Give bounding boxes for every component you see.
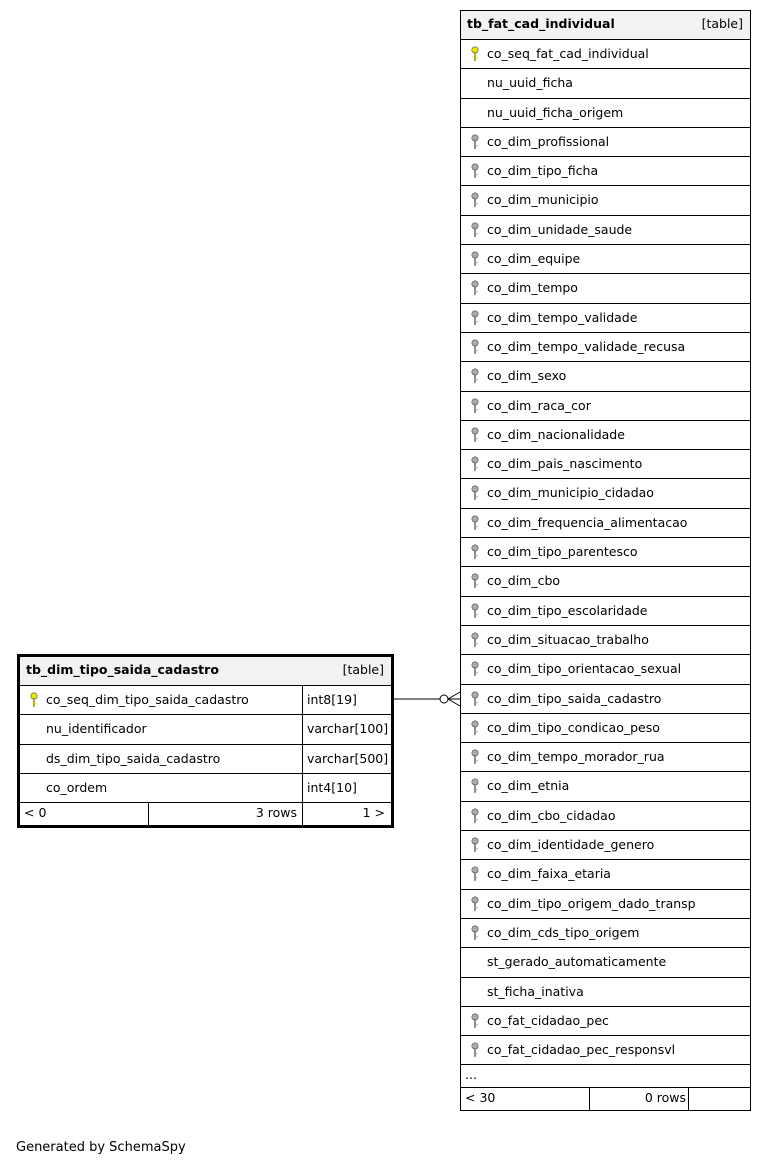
- footer-row-count: 3 rows: [255, 805, 297, 821]
- foreign-key-icon: [470, 778, 480, 794]
- column-row[interactable]: [461, 655, 750, 684]
- column-name: co_dim_situacao_trabalho: [487, 631, 649, 647]
- table-kind: [table]: [342, 662, 384, 677]
- column-name: co_dim_equipe: [487, 251, 581, 267]
- foreign-key-icon: [470, 192, 480, 208]
- column-name: co_dim_tempo_validade: [487, 309, 638, 325]
- column-name: co_dim_profissional: [487, 133, 610, 149]
- foreign-key-icon: [470, 456, 480, 472]
- column-row[interactable]: [461, 1036, 750, 1065]
- column-row[interactable]: [461, 860, 750, 889]
- column-type: int4[10]: [302, 774, 357, 802]
- column-row[interactable]: [461, 743, 750, 772]
- fact-table: [460, 10, 751, 1111]
- column-row[interactable]: [461, 245, 750, 274]
- column-name: co_dim_sexo: [487, 368, 567, 384]
- column-name: co_dim_tipo_saida_cadastro: [487, 690, 662, 706]
- more-columns: [461, 1065, 750, 1088]
- column-name: co_dim_frequencia_alimentacao: [487, 514, 688, 530]
- column-row[interactable]: [461, 216, 750, 245]
- column-name: st_gerado_automaticamente: [487, 954, 667, 970]
- foreign-key-icon: [470, 720, 480, 736]
- column-name: co_dim_tipo_parentesco: [487, 544, 638, 560]
- column-row[interactable]: [461, 69, 750, 98]
- column-name: co_ordem: [46, 779, 108, 795]
- column-row[interactable]: [461, 978, 750, 1007]
- column-name: co_dim_tipo_origem_dado_transp: [487, 895, 696, 911]
- column-row[interactable]: [461, 333, 750, 362]
- dim-table: [17, 654, 394, 828]
- column-name: co_seq_fat_cad_individual: [487, 46, 649, 61]
- foreign-key-icon: [470, 339, 480, 355]
- column-row[interactable]: [461, 831, 750, 860]
- primary-key-icon: [29, 692, 39, 708]
- foreign-key-icon: [470, 661, 480, 677]
- column-row[interactable]: [20, 774, 391, 803]
- column-name: nu_uuid_ficha: [487, 75, 573, 91]
- foreign-key-icon: [470, 544, 480, 560]
- column-name: co_dim_cbo: [487, 573, 561, 589]
- foreign-key-icon: [470, 632, 480, 648]
- column-name: co_dim_etnia: [487, 778, 570, 794]
- column-name: ds_dim_tipo_saida_cadastro: [46, 750, 221, 766]
- foreign-key-icon: [470, 691, 480, 707]
- table-footer: [461, 1088, 750, 1110]
- foreign-key-icon: [470, 603, 480, 619]
- table-header: [20, 657, 391, 686]
- column-row[interactable]: [461, 157, 750, 186]
- column-name: st_ficha_inativa: [487, 983, 584, 999]
- column-row[interactable]: [461, 421, 750, 450]
- relationship-optional-marker: [440, 695, 448, 703]
- foreign-key-icon: [470, 280, 480, 296]
- column-name: co_dim_tipo_ficha: [487, 163, 599, 179]
- column-name: co_dim_tipo_orientacao_sexual: [487, 661, 682, 677]
- column-row[interactable]: [461, 509, 750, 538]
- column-name: co_dim_tipo_escolaridade: [487, 602, 648, 618]
- primary-key-icon: [470, 46, 480, 62]
- ellipsis-text: ...: [465, 1067, 477, 1083]
- column-row[interactable]: [461, 919, 750, 948]
- column-row[interactable]: [461, 890, 750, 919]
- table-name[interactable]: tb_fat_cad_individual: [467, 16, 615, 31]
- column-name: nu_uuid_ficha_origem: [487, 104, 624, 120]
- footer-children[interactable]: 1 >: [362, 805, 385, 821]
- column-row[interactable]: [461, 948, 750, 977]
- column-row[interactable]: [461, 479, 750, 508]
- relationship-crowfoot: [448, 692, 460, 699]
- footer-row-count: 0 rows: [644, 1090, 686, 1106]
- footer-divider: [302, 803, 303, 825]
- column-row[interactable]: [20, 686, 391, 715]
- column-type: int8[19]: [302, 686, 357, 714]
- column-name: co_dim_tipo_condicao_peso: [487, 719, 660, 735]
- foreign-key-icon: [470, 1042, 480, 1058]
- column-row[interactable]: [461, 392, 750, 421]
- column-row[interactable]: [461, 1007, 750, 1036]
- column-row[interactable]: [461, 362, 750, 391]
- table-name[interactable]: tb_dim_tipo_saida_cadastro: [26, 662, 219, 677]
- column-row[interactable]: [461, 128, 750, 157]
- column-name: co_fat_cidadao_pec: [487, 1012, 609, 1028]
- generated-by-credit[interactable]: Generated by SchemaSpy: [16, 1140, 186, 1155]
- column-name: co_dim_nacionalidade: [487, 426, 625, 442]
- column-type: varchar[100]: [302, 715, 388, 743]
- foreign-key-icon: [470, 485, 480, 501]
- foreign-key-icon: [470, 925, 480, 941]
- column-row[interactable]: [20, 745, 391, 774]
- footer-parents[interactable]: < 0: [24, 805, 47, 821]
- column-row[interactable]: [461, 567, 750, 596]
- foreign-key-icon: [470, 749, 480, 765]
- foreign-key-icon: [470, 251, 480, 267]
- column-name: co_dim_identidade_genero: [487, 837, 655, 853]
- column-row[interactable]: [461, 714, 750, 743]
- column-name: co_dim_faixa_etaria: [487, 866, 611, 882]
- table-header: [461, 11, 750, 40]
- footer-divider: [688, 1088, 689, 1110]
- foreign-key-icon: [470, 837, 480, 853]
- column-row[interactable]: [461, 538, 750, 567]
- column-type: varchar[500]: [302, 745, 388, 773]
- column-name: co_dim_tempo_morador_rua: [487, 749, 665, 765]
- foreign-key-icon: [470, 222, 480, 238]
- footer-parents[interactable]: < 30: [465, 1090, 496, 1106]
- foreign-key-icon: [470, 368, 480, 384]
- column-row[interactable]: [461, 99, 750, 128]
- column-row[interactable]: [461, 685, 750, 714]
- foreign-key-icon: [470, 163, 480, 179]
- table-footer: [20, 803, 391, 825]
- foreign-key-icon: [470, 427, 480, 443]
- relationship-crowfoot: [448, 699, 460, 706]
- table-kind: [table]: [701, 16, 743, 31]
- foreign-key-icon: [470, 896, 480, 912]
- column-name: co_dim_tempo_validade_recusa: [487, 338, 686, 354]
- column-name: co_dim_municipio: [487, 192, 599, 208]
- footer-divider: [148, 803, 149, 825]
- column-row[interactable]: [461, 802, 750, 831]
- column-name: co_dim_pais_nascimento: [487, 456, 643, 472]
- foreign-key-icon: [470, 515, 480, 531]
- column-row[interactable]: [20, 715, 391, 744]
- column-name: nu_identificador: [46, 721, 147, 737]
- foreign-key-icon: [470, 866, 480, 882]
- column-name: co_dim_cds_tipo_origem: [487, 924, 640, 940]
- column-row[interactable]: [461, 186, 750, 215]
- foreign-key-icon: [470, 310, 480, 326]
- column-name: co_dim_municipio_cidadao: [487, 485, 654, 501]
- foreign-key-icon: [470, 1013, 480, 1029]
- column-row[interactable]: [461, 450, 750, 479]
- column-row[interactable]: [461, 274, 750, 303]
- column-name: co_dim_cbo_cidadao: [487, 807, 616, 823]
- column-name: co_dim_raca_cor: [487, 397, 591, 413]
- column-row[interactable]: [461, 626, 750, 655]
- foreign-key-icon: [470, 134, 480, 150]
- column-name: co_dim_tempo: [487, 280, 578, 296]
- footer-divider: [589, 1088, 590, 1110]
- column-row[interactable]: [461, 40, 750, 69]
- column-row[interactable]: [461, 772, 750, 801]
- column-name: co_dim_unidade_saude: [487, 221, 633, 237]
- foreign-key-icon: [470, 573, 480, 589]
- column-row[interactable]: [461, 304, 750, 333]
- foreign-key-icon: [470, 808, 480, 824]
- column-name: co_fat_cidadao_pec_responsvl: [487, 1042, 676, 1058]
- column-name: co_seq_dim_tipo_saida_cadastro: [46, 692, 249, 707]
- column-row[interactable]: [461, 597, 750, 626]
- foreign-key-icon: [470, 398, 480, 414]
